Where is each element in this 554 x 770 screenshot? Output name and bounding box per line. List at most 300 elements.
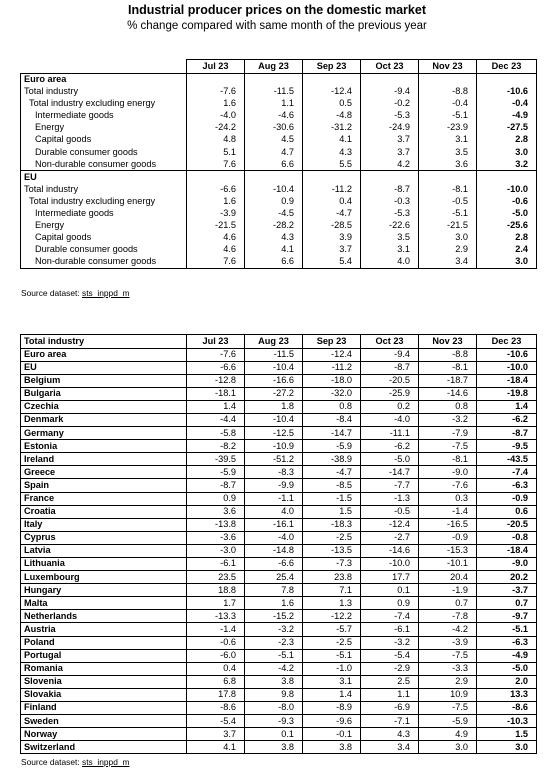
value-cell: -1.5 [303, 492, 361, 505]
value-cell: -6.1 [187, 558, 245, 571]
value-cell: 4.5 [245, 134, 303, 146]
value-cell: -8.7 [187, 479, 245, 492]
value-cell: -2.3 [245, 636, 303, 649]
value-cell: 7.1 [303, 584, 361, 597]
value-cell: -5.0 [477, 662, 537, 675]
value-cell: -10.0 [361, 558, 419, 571]
value-cell: -1.4 [419, 505, 477, 518]
value-cell: -6.6 [187, 183, 245, 195]
value-cell: -4.6 [245, 110, 303, 122]
value-cell: -4.9 [477, 649, 537, 662]
value-cell: -9.3 [245, 715, 303, 728]
value-cell: -8.1 [419, 183, 477, 195]
table-row [21, 122, 537, 134]
value-cell: 6.6 [245, 158, 303, 171]
value-cell: 3.6 [419, 158, 477, 171]
value-cell: 1.1 [361, 688, 419, 701]
value-cell: 2.8 [477, 232, 537, 244]
column-header: Oct 23 [361, 335, 419, 349]
value-cell: -5.3 [361, 208, 419, 220]
country-label: Luxembourg [21, 571, 187, 584]
value-cell: -8.8 [419, 86, 477, 98]
value-cell: 3.8 [245, 675, 303, 688]
value-cell: -11.2 [303, 183, 361, 195]
value-cell: -0.6 [477, 195, 537, 207]
value-cell: -9.7 [477, 610, 537, 623]
value-cell: -28.5 [303, 220, 361, 232]
value-cell: -9.4 [361, 348, 419, 361]
value-cell: -24.2 [187, 122, 245, 134]
value-cell: 3.4 [419, 256, 477, 269]
value-cell: 20.4 [419, 571, 477, 584]
country-label: Ireland [21, 453, 187, 466]
source-note [21, 757, 130, 767]
value-cell: 1.4 [187, 400, 245, 413]
value-cell: -1.4 [187, 623, 245, 636]
value-cell: -11.2 [303, 361, 361, 374]
source-prefix: Source dataset: [21, 288, 82, 298]
value-cell: 4.8 [187, 134, 245, 146]
value-cell: -13.8 [187, 518, 245, 531]
value-cell: 0.9 [187, 492, 245, 505]
value-cell: 0.8 [419, 400, 477, 413]
country-label: Portugal [21, 649, 187, 662]
value-cell: -6.2 [477, 413, 537, 426]
value-cell: 3.0 [419, 232, 477, 244]
value-cell: -6.1 [361, 623, 419, 636]
value-cell: -16.6 [245, 374, 303, 387]
country-label: Netherlands [21, 610, 187, 623]
country-label: EU [21, 361, 187, 374]
value-cell: 7.8 [245, 584, 303, 597]
table-row [21, 505, 537, 518]
table-row [21, 531, 537, 544]
value-cell: -19.8 [477, 387, 537, 400]
row-label: Total industry excluding energy [21, 195, 187, 207]
value-cell: -5.9 [303, 440, 361, 453]
value-cell: 2.9 [419, 244, 477, 256]
value-cell: 4.1 [245, 244, 303, 256]
value-cell: -32.0 [303, 387, 361, 400]
value-cell: 3.7 [187, 728, 245, 741]
value-cell: -0.9 [419, 531, 477, 544]
value-cell: -5.9 [187, 466, 245, 479]
value-cell: 0.9 [245, 195, 303, 207]
value-cell: -23.9 [419, 122, 477, 134]
table-row [21, 195, 537, 207]
value-cell: -3.9 [187, 208, 245, 220]
group-label: EU [21, 171, 187, 184]
row-label: Intermediate goods [21, 208, 187, 220]
value-cell: 5.1 [187, 146, 245, 158]
table-row [21, 387, 537, 400]
value-cell: -7.5 [419, 649, 477, 662]
value-cell: 0.6 [477, 505, 537, 518]
value-cell: 3.8 [303, 741, 361, 754]
country-label: Romania [21, 662, 187, 675]
value-cell: -8.9 [303, 702, 361, 715]
value-cell: 0.4 [187, 662, 245, 675]
table-row [21, 413, 537, 426]
value-cell: -8.7 [477, 427, 537, 440]
value-cell: -4.2 [419, 623, 477, 636]
value-cell: 3.5 [419, 146, 477, 158]
value-cell: -13.5 [303, 544, 361, 557]
value-cell: -0.5 [361, 505, 419, 518]
table-row [21, 146, 537, 158]
value-cell: 4.1 [303, 134, 361, 146]
value-cell: -31.2 [303, 122, 361, 134]
value-cell: 1.4 [477, 400, 537, 413]
country-label: Malta [21, 597, 187, 610]
value-cell: 23.8 [303, 571, 361, 584]
value-cell: -18.0 [303, 374, 361, 387]
column-header: Aug 23 [245, 60, 303, 74]
table-row [21, 584, 537, 597]
value-cell: -27.2 [245, 387, 303, 400]
value-cell: -5.1 [245, 649, 303, 662]
column-header: Oct 23 [361, 60, 419, 74]
value-cell: -0.2 [361, 98, 419, 110]
table-row [21, 208, 537, 220]
column-header: Jul 23 [187, 335, 245, 349]
value-cell: -6.3 [477, 636, 537, 649]
value-cell: -8.3 [245, 466, 303, 479]
value-cell: -27.5 [477, 122, 537, 134]
value-cell: -14.7 [361, 466, 419, 479]
value-cell: -8.8 [419, 348, 477, 361]
value-cell: -2.9 [361, 662, 419, 675]
value-cell: -8.7 [361, 361, 419, 374]
value-cell: 4.0 [245, 505, 303, 518]
value-cell: 0.3 [419, 492, 477, 505]
value-cell: -4.2 [245, 662, 303, 675]
source-prefix: Source dataset: [21, 757, 82, 767]
country-label: Norway [21, 728, 187, 741]
value-cell: -5.7 [303, 623, 361, 636]
table-row [21, 702, 537, 715]
value-cell: -7.7 [361, 479, 419, 492]
column-header: Jul 23 [187, 60, 245, 74]
value-cell: -10.6 [477, 348, 537, 361]
table-row [21, 158, 537, 171]
value-cell: -2.5 [303, 531, 361, 544]
country-label: Finland [21, 702, 187, 715]
row-label: Total industry excluding energy [21, 98, 187, 110]
value-cell: -10.0 [477, 183, 537, 195]
row-label: Total industry [21, 183, 187, 195]
table-header-row [21, 60, 537, 74]
value-cell: -3.9 [419, 636, 477, 649]
table-row [21, 440, 537, 453]
column-header: Aug 23 [245, 335, 303, 349]
table-row [21, 86, 537, 98]
value-cell: -4.0 [361, 413, 419, 426]
value-cell: -30.6 [245, 122, 303, 134]
value-cell: -10.3 [477, 715, 537, 728]
page-title: Industrial producer prices on the domestic market [128, 3, 426, 17]
empty-cell [419, 73, 477, 86]
table-row [21, 636, 537, 649]
value-cell: 1.6 [187, 195, 245, 207]
value-cell: -3.0 [187, 544, 245, 557]
value-cell: -7.1 [361, 715, 419, 728]
value-cell: 5.5 [303, 158, 361, 171]
value-cell: -8.5 [303, 479, 361, 492]
value-cell: 9.8 [245, 688, 303, 701]
table-row [21, 649, 537, 662]
value-cell: -18.4 [477, 544, 537, 557]
table-row [21, 110, 537, 122]
value-cell: 6.8 [187, 675, 245, 688]
source-dataset-link[interactable]: sts_inppd_m [82, 757, 130, 767]
value-cell: 1.1 [245, 98, 303, 110]
value-cell: 13.3 [477, 688, 537, 701]
source-dataset-link[interactable]: sts_inppd_m [82, 288, 130, 298]
value-cell: 1.8 [245, 400, 303, 413]
row-label: Capital goods [21, 232, 187, 244]
country-label: Slovakia [21, 688, 187, 701]
value-cell: -1.3 [361, 492, 419, 505]
column-header: Dec 23 [477, 335, 537, 349]
value-cell: 7.6 [187, 256, 245, 269]
table-row [21, 675, 537, 688]
country-label: Belgium [21, 374, 187, 387]
value-cell: -3.7 [477, 584, 537, 597]
value-cell: -0.5 [419, 195, 477, 207]
value-cell: 5.4 [303, 256, 361, 269]
value-cell: -4.9 [477, 110, 537, 122]
row-label: Non-durable consumer goods [21, 158, 187, 171]
value-cell: -2.7 [361, 531, 419, 544]
value-cell: 18.8 [187, 584, 245, 597]
value-cell: -11.1 [361, 427, 419, 440]
value-cell: -7.9 [419, 427, 477, 440]
empty-cell [187, 171, 245, 184]
value-cell: 4.3 [361, 728, 419, 741]
value-cell: -3.3 [419, 662, 477, 675]
empty-cell [303, 171, 361, 184]
column-header: Sep 23 [303, 335, 361, 349]
value-cell: 0.9 [361, 597, 419, 610]
value-cell: -7.6 [187, 86, 245, 98]
country-label: Austria [21, 623, 187, 636]
value-cell: 3.7 [303, 244, 361, 256]
value-cell: 2.0 [477, 675, 537, 688]
value-cell: -0.4 [477, 98, 537, 110]
value-cell: -8.7 [361, 183, 419, 195]
value-cell: -5.1 [419, 208, 477, 220]
value-cell: -1.0 [303, 662, 361, 675]
value-cell: 2.4 [477, 244, 537, 256]
value-cell: 1.3 [303, 597, 361, 610]
country-label: Latvia [21, 544, 187, 557]
table-countries [20, 334, 537, 754]
country-label: Bulgaria [21, 387, 187, 400]
value-cell: 3.5 [361, 232, 419, 244]
table-row [21, 715, 537, 728]
table-row [21, 183, 537, 195]
value-cell: -18.1 [187, 387, 245, 400]
value-cell: -10.6 [477, 86, 537, 98]
value-cell: 4.1 [187, 741, 245, 754]
empty-cell [245, 171, 303, 184]
country-label: Sweden [21, 715, 187, 728]
value-cell: -14.7 [303, 427, 361, 440]
value-cell: -7.4 [477, 466, 537, 479]
value-cell: 4.6 [187, 244, 245, 256]
value-cell: 3.9 [303, 232, 361, 244]
value-cell: -9.0 [419, 466, 477, 479]
table-row [21, 244, 537, 256]
value-cell: -21.5 [187, 220, 245, 232]
value-cell: 2.9 [419, 675, 477, 688]
table-row [21, 597, 537, 610]
value-cell: -3.2 [361, 636, 419, 649]
group-label: Euro area [21, 73, 187, 86]
value-cell: 3.1 [361, 244, 419, 256]
value-cell: -14.6 [419, 387, 477, 400]
value-cell: -12.2 [303, 610, 361, 623]
table-row [21, 558, 537, 571]
value-cell: 7.6 [187, 158, 245, 171]
row-label: Energy [21, 220, 187, 232]
country-label: Czechia [21, 400, 187, 413]
value-cell: -51.2 [245, 453, 303, 466]
value-cell: 2.8 [477, 134, 537, 146]
row-label: Total industry [21, 86, 187, 98]
value-cell: -16.1 [245, 518, 303, 531]
value-cell: -0.9 [477, 492, 537, 505]
value-cell: 3.4 [361, 741, 419, 754]
value-cell: 17.7 [361, 571, 419, 584]
value-cell: -4.0 [245, 531, 303, 544]
value-cell: -14.6 [361, 544, 419, 557]
value-cell: -1.9 [419, 584, 477, 597]
value-cell: -1.1 [245, 492, 303, 505]
value-cell: -12.4 [303, 348, 361, 361]
table-row [21, 232, 537, 244]
value-cell: -4.5 [245, 208, 303, 220]
value-cell: -10.4 [245, 183, 303, 195]
value-cell: -11.5 [245, 86, 303, 98]
empty-cell [245, 73, 303, 86]
table-row [21, 256, 537, 269]
table-row [21, 427, 537, 440]
value-cell: 4.6 [187, 232, 245, 244]
header-corner [21, 60, 187, 74]
group-header-row [21, 73, 537, 86]
value-cell: -11.5 [245, 348, 303, 361]
value-cell: 4.2 [361, 158, 419, 171]
value-cell: -12.4 [303, 86, 361, 98]
empty-cell [303, 73, 361, 86]
value-cell: -4.8 [303, 110, 361, 122]
column-header: Nov 23 [419, 335, 477, 349]
value-cell: -43.5 [477, 453, 537, 466]
value-cell: 0.8 [303, 400, 361, 413]
value-cell: 1.5 [477, 728, 537, 741]
value-cell: -18.4 [477, 374, 537, 387]
value-cell: -3.6 [187, 531, 245, 544]
value-cell: 1.7 [187, 597, 245, 610]
table-row [21, 518, 537, 531]
value-cell: -15.3 [419, 544, 477, 557]
value-cell: -6.2 [361, 440, 419, 453]
value-cell: 1.6 [245, 597, 303, 610]
country-label: Switzerland [21, 741, 187, 754]
table-row [21, 98, 537, 110]
row-label: Intermediate goods [21, 110, 187, 122]
table-row [21, 688, 537, 701]
row-label: Capital goods [21, 134, 187, 146]
country-label: Cyprus [21, 531, 187, 544]
value-cell: 0.1 [361, 584, 419, 597]
value-cell: -4.4 [187, 413, 245, 426]
value-cell: -6.0 [187, 649, 245, 662]
value-cell: -24.9 [361, 122, 419, 134]
value-cell: -15.2 [245, 610, 303, 623]
value-cell: -3.2 [419, 413, 477, 426]
value-cell: -0.8 [477, 531, 537, 544]
value-cell: -3.2 [245, 623, 303, 636]
value-cell: 17.8 [187, 688, 245, 701]
value-cell: 0.2 [361, 400, 419, 413]
value-cell: 23.5 [187, 571, 245, 584]
value-cell: -14.8 [245, 544, 303, 557]
country-label: Poland [21, 636, 187, 649]
value-cell: -8.0 [245, 702, 303, 715]
table-row [21, 662, 537, 675]
row-header-label: Total industry [21, 335, 187, 349]
value-cell: -5.9 [419, 715, 477, 728]
column-header: Nov 23 [419, 60, 477, 74]
value-cell: -8.4 [303, 413, 361, 426]
value-cell: -0.3 [361, 195, 419, 207]
value-cell: -10.0 [477, 361, 537, 374]
value-cell: -4.7 [303, 208, 361, 220]
value-cell: -21.5 [419, 220, 477, 232]
value-cell: 3.0 [477, 741, 537, 754]
value-cell: -5.1 [303, 649, 361, 662]
value-cell: -8.2 [187, 440, 245, 453]
row-label: Energy [21, 122, 187, 134]
country-label: Spain [21, 479, 187, 492]
table-row [21, 400, 537, 413]
value-cell: -7.5 [419, 440, 477, 453]
value-cell: -13.3 [187, 610, 245, 623]
value-cell: 0.5 [303, 98, 361, 110]
value-cell: -7.4 [361, 610, 419, 623]
source-note [21, 288, 130, 298]
value-cell: -7.3 [303, 558, 361, 571]
value-cell: -0.1 [303, 728, 361, 741]
value-cell: -5.4 [187, 715, 245, 728]
table-row [21, 466, 537, 479]
empty-cell [361, 171, 419, 184]
value-cell: 0.7 [419, 597, 477, 610]
value-cell: 3.1 [303, 675, 361, 688]
value-cell: -5.1 [419, 110, 477, 122]
value-cell: 3.1 [419, 134, 477, 146]
value-cell: -39.5 [187, 453, 245, 466]
value-cell: -0.4 [419, 98, 477, 110]
value-cell: -4.7 [303, 466, 361, 479]
empty-cell [419, 171, 477, 184]
value-cell: 6.6 [245, 256, 303, 269]
page-subtitle: % change compared with same month of the previous year [127, 20, 427, 32]
value-cell: 20.2 [477, 571, 537, 584]
